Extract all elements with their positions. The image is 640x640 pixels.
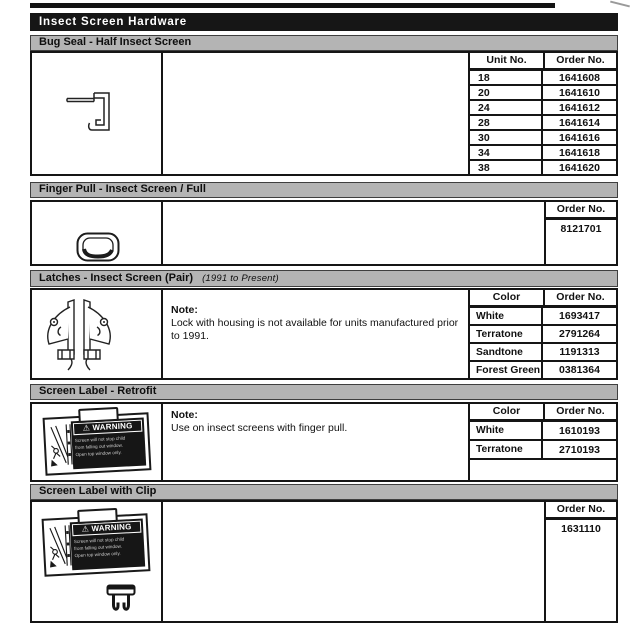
order-no-header: Order No. [556, 405, 605, 417]
table-header-row [470, 53, 616, 71]
order-no-cell: 1641618 [559, 146, 600, 159]
warning-line: from falling out window. [74, 543, 122, 552]
label-tab [78, 407, 119, 423]
bug-seal-table [30, 51, 618, 176]
color-cell: Sandtone [470, 344, 543, 360]
unit-no-cell: 24 [470, 101, 543, 114]
section-header-bug-seal: Bug Seal - Half Insect Screen [30, 35, 618, 51]
order-no-cell: 8121701 [560, 223, 602, 235]
unit-no-header: Unit No. [470, 53, 545, 68]
table-row [470, 441, 616, 460]
table-header-row [470, 290, 616, 308]
warning-text-box [70, 519, 145, 571]
latches-note [171, 304, 463, 343]
latch-pair-drawing [40, 298, 118, 372]
table-row [470, 326, 616, 344]
falling-child-icon [48, 421, 73, 470]
latches-order-grid [470, 290, 616, 378]
retrofit-order-grid [470, 404, 616, 480]
warning-label-graphic [42, 513, 151, 576]
warning-label-graphic [43, 412, 152, 475]
clip-order-grid [546, 502, 616, 621]
table-row [470, 131, 616, 146]
order-no-cell: 0381364 [559, 364, 600, 376]
table-row [470, 344, 616, 362]
unit-no-cell: 30 [470, 131, 543, 144]
table-row [470, 86, 616, 101]
note-text: Lock with housing is not available for units manufactured prior to 1991. [171, 317, 459, 343]
warning-heading: WARNING [92, 421, 133, 433]
table-row [470, 422, 616, 441]
section-title: Latches - Insect Screen (Pair) [39, 272, 194, 284]
order-no-cell: 1641610 [559, 86, 600, 99]
table-row [470, 161, 616, 174]
column-divider [161, 502, 163, 621]
finger-pull-table [30, 200, 618, 266]
order-no-cell: 1631110 [561, 523, 601, 535]
page-title: Insect Screen Hardware [30, 13, 618, 31]
order-no-header: Order No. [556, 203, 606, 215]
order-no-cell: 1191313 [559, 346, 600, 358]
bug-seal-order-grid [470, 53, 616, 174]
column-divider [161, 290, 163, 378]
column-divider [161, 53, 163, 174]
latches-table [30, 288, 618, 380]
warning-line: Screen will not stop child [74, 435, 126, 444]
warning-line: Screen will not stop child [73, 536, 125, 545]
unit-no-cell: 34 [470, 146, 543, 159]
color-cell: Terratone [470, 326, 543, 342]
order-no-header: Order No. [556, 54, 605, 66]
warning-text-box [71, 418, 146, 470]
section-header-finger-pull: Finger Pull - Insect Screen / Full [30, 182, 618, 198]
screen-label-clip-table [30, 500, 618, 623]
order-no-cell: 1641620 [559, 161, 600, 174]
table-row [470, 116, 616, 131]
color-cell: White [470, 308, 543, 324]
section-header-latches [30, 270, 618, 287]
color-header: Color [470, 404, 545, 419]
table-row [470, 101, 616, 116]
section-header-screen-label-clip: Screen Label with Clip [30, 484, 618, 500]
scan-artifact-mark [610, 1, 630, 8]
page-top-rule [30, 3, 555, 8]
column-divider [161, 404, 163, 480]
order-no-cell: 1641614 [559, 116, 600, 129]
unit-no-cell: 18 [470, 71, 543, 84]
warning-triangle-icon: ⚠ [81, 524, 90, 534]
empty-cell-area [470, 460, 616, 480]
color-header: Color [470, 290, 545, 305]
note-text: Use on insect screens with finger pull. [171, 422, 348, 435]
finger-pull-order-grid [546, 202, 616, 264]
table-row [470, 146, 616, 161]
warning-heading: WARNING [91, 522, 132, 534]
table-header-row [546, 502, 616, 520]
falling-child-icon [47, 522, 72, 571]
screen-label-retrofit-note [171, 409, 463, 435]
table-row [470, 308, 616, 326]
note-label: Note: [171, 409, 198, 421]
order-no-cell: 1641612 [559, 101, 600, 114]
table-row [470, 71, 616, 86]
order-no-cell: 2710193 [559, 443, 600, 456]
section-header-screen-label-retrofit: Screen Label - Retrofit [30, 384, 618, 400]
order-no-cell: 2791264 [559, 328, 600, 340]
unit-no-cell: 20 [470, 86, 543, 99]
color-cell: White [470, 422, 543, 439]
label-tab [77, 508, 118, 524]
unit-no-cell: 38 [470, 161, 543, 174]
order-no-cell: 1610193 [559, 424, 600, 437]
table-row [470, 362, 616, 378]
color-cell: Terratone [470, 441, 543, 458]
order-no-cell: 1693417 [559, 310, 600, 322]
column-divider [161, 202, 163, 264]
finger-pull-drawing [76, 232, 120, 262]
color-cell: Forest Green [470, 362, 543, 378]
bug-seal-profile-drawing [64, 86, 120, 134]
order-no-header: Order No. [556, 503, 606, 515]
order-no-header: Order No. [556, 291, 605, 303]
note-label: Note: [171, 304, 198, 316]
table-header-row [470, 404, 616, 422]
screen-clip-icon [106, 584, 136, 618]
warning-line: Open top window only. [75, 449, 122, 458]
warning-line: Open top window only. [74, 550, 121, 559]
table-header-row [546, 202, 616, 220]
section-subtitle: (1991 to Present) [202, 273, 279, 284]
order-no-cell: 1641608 [559, 71, 600, 84]
warning-triangle-icon: ⚠ [82, 423, 91, 433]
screen-label-retrofit-table [30, 402, 618, 482]
warning-line: from falling out window. [75, 442, 123, 451]
unit-no-cell: 28 [470, 116, 543, 129]
order-no-cell: 1641616 [559, 131, 600, 144]
